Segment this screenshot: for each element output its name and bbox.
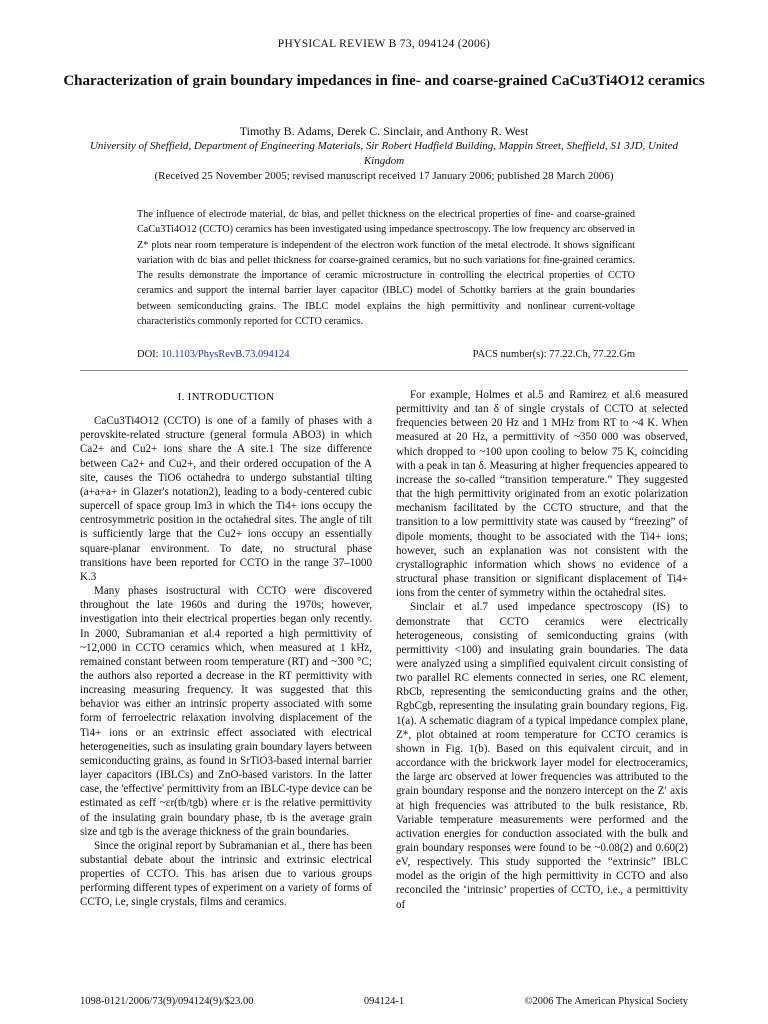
- right-column: [396, 388, 688, 912]
- footer-copyright: ©2006 The American Physical Society: [524, 996, 688, 1007]
- body-paragraph: Sinclair et al.7 used impedance spectroscopy (IS) to demonstrate that CCTO ceramics were electrically heterogeneous, consisting of semiconducting grains (with permittivity <100) and insulating grain boundaries. The data were analyzed using a simplified equivalent circuit consisting of two parallel RC elements connected in series, one RC element, RbCb, representing the semiconducting grains and the other, RgbCgb, representing the insulating grain boundary regions, Fig. 1(a). A schematic diagram of a typical impedance complex plane, Z*, plot obtained at room temperature for CCTO ceramics is shown in Fig. 1(b). Based on this equivalent circuit, and in accordance with the brickwork layer model for electroceramics, the large arc observed at lower frequencies was attributed to the grain boundary response and the nonzero intercept on the Z′ axis at high frequencies was attributed to the bulk resistance, Rb. Variable temperature measurements were performed and the activation energies for conduction associated with the bulk and grain boundary responses were found to be ~0.08(2) and 0.60(2) eV, respectively. This study supported the “extrinsic” IBLC model as the origin of the high permittivity in CCTO and also reconciled the ‘intrinsic’ properties of CCTO, i.e., a permittivity of: [396, 601, 688, 911]
- section-heading: I. INTRODUCTION: [177, 391, 275, 403]
- body-paragraph: For example, Holmes et al.5 and Ramirez et al.6 measured permittivity and tan δ of single crystals of CCTO at selected frequencies between 20 Hz and 1 MHz from RT to ~4 K. When measured at 20 Hz, a permittivity of ~350 000 was observed, which dropped to ~100 upon cooling to below 75 K, coinciding with a peak in tan δ. Measuring at higher frequencies appeared to increase the so-called “transition temperature.” They suggested that the high permittivity originated from an exotic polarization mechanism facilitated by the CCTO structure, and that the transition to a low permittivity state was caused by “freezing” of dipole moments, thought to be associated with the Ti4+ ions; however, such an explanation was not consistent with the crystallographic information which shows no evidence of a structural phase transition or significant displacement of Ti4+ ions from the center of symmetry within the octahedral sites.: [396, 389, 688, 600]
- footer-issn: 1098-0121/2006/73(9)/094124(9)/$23.00: [80, 996, 254, 1007]
- doi-link[interactable]: 10.1103/PhysRevB.73.094124: [161, 349, 290, 360]
- journal-header: PHYSICAL REVIEW B 73, 094124 (2006): [277, 38, 491, 50]
- footer-page-number: 094124-1: [363, 996, 405, 1007]
- body-paragraph: CaCu3Ti4O12 (CCTO) is one of a family of phases with a perovskite-related structure (general formula ABO3) in which Ca2+ and Cu2+ ions share the A site.1 The size difference between Ca2+ and Cu2+, and their ordered occupation of the A site, causes the TiO6 octahedra to undergo substantial tilting (a+a+a+ in Glazer's notation2), leading to a body-centered cubic supercell of space group Im3 in which the Ti4+ ions occupy the centrosymmetric position in the octahedral sites. The angle of tilt is sufficiently large that the Cu2+ ions occupy an essentially square-planar environment. To date, no structural phase transitions have been reported for CCTO in the range 37–1000 K.3: [80, 415, 372, 583]
- doi-label: DOI:: [137, 349, 159, 360]
- body-paragraph: Many phases isostructural with CCTO were discovered throughout the late 1960s and during the 1970s; however, investigation into their electrical properties began only recently. In 2000, Subramanian et al.4 reported a high permittivity of ~12,000 in CCTO ceramics which, when measured at 1 kHz, remained constant between room temperature (RT) and ~300 °C; the authors also reported a decrease in the RT permittivity with increasing measuring frequency. It was suggested that this behavior was either an intrinsic property associated with some form of ferroelectric relaxation involving displacement of the Ti4+ ions or an extrinsic effect associated with electrical heterogeneities, such as insulating grain boundary layers between semiconducting grains, as found in SrTiO3-based internal barrier layer capacitors (IBLCs) and ZnO-based varistors. In the latter case, the 'effective' permittivity from an IBLC-type device can be estimated as εeff ~εr(tb/tgb) where εr is the relative permittivity of the insulating grain boundary phase, tb is the average grain size and tgb is the average thickness of the grain boundaries.: [80, 585, 372, 838]
- pacs-numbers: PACS number(s): 77.22.Ch, 77.22.Gm: [472, 349, 635, 360]
- paper-title: Characterization of grain boundary impedances in fine- and coarse-grained CaCu3Ti4O12 ceramics: [63, 73, 705, 89]
- received-dates: (Received 25 November 2005; revised manuscript received 17 January 2006; published 28 March 2006): [154, 170, 614, 182]
- section-divider: [80, 370, 688, 371]
- affiliation: University of Sheffield, Department of Engineering Materials, Sir Robert Hadfield Building, Mappin Street, Sheffield, S1 3JD, United Kingdom: [89, 140, 678, 167]
- doi-pacs-line: [137, 349, 635, 360]
- author-list: Timothy B. Adams, Derek C. Sinclair, and Anthony R. West: [239, 124, 529, 138]
- left-column: [80, 388, 372, 910]
- body-paragraph: Since the original report by Subramanian et al., there has been substantial debate about the intrinsic and extrinsic electrical properties of CCTO. This has arisen due to various groups performing different types of experiment on a variety of forms of CCTO, i.e, single crystals, films and ceramics.: [80, 839, 372, 909]
- abstract: The influence of electrode material, dc bias, and pellet thickness on the electrical properties of fine- and coarse-grained CaCu3Ti4O12 (CCTO) ceramics has been investigated using impedance spectroscopy. The low frequency arc observed in Z* plots near room temperature is independent of the electron work function of the metal electrode. It shows significant variation with dc bias and pellet thickness for coarse-grained ceramics, but no such variations for fine-grained ceramics. The results demonstrate the importance of ceramic microstructure in controlling the electrical properties of CCTO ceramics and support the internal barrier layer capacitor (IBLC) model of Schottky barriers at the grain boundaries between semiconducting grains. The IBLC model explains the high permittivity and nonlinear current-voltage characteristics commonly reported for CCTO ceramics.: [137, 209, 635, 328]
